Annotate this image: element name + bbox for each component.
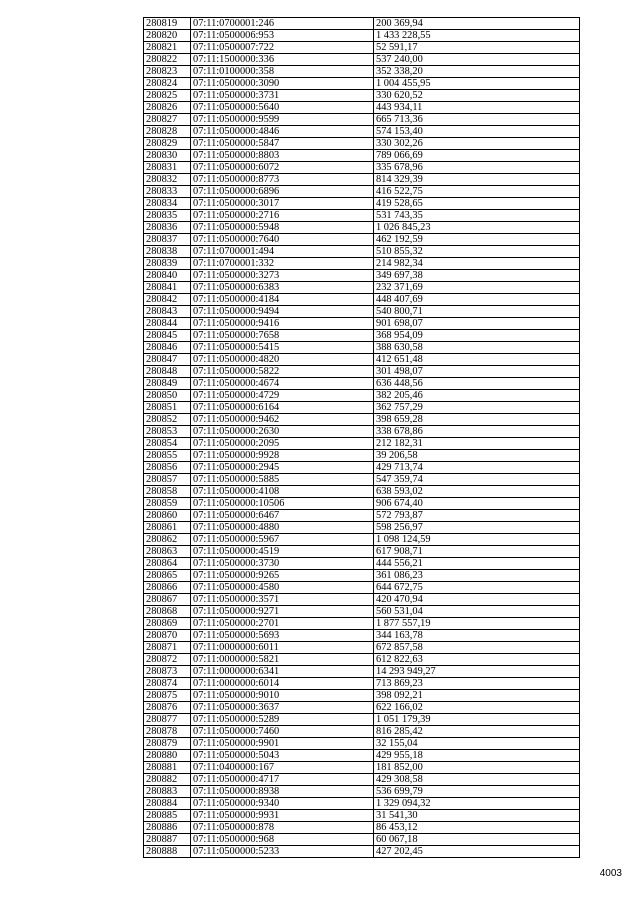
row-number-cell: 280841: [144, 282, 191, 294]
cadastral-number-cell: 07:11:0500000:9599: [191, 114, 374, 126]
table-row: [144, 426, 580, 438]
row-number-cell: 280825: [144, 90, 191, 102]
table-row: [144, 546, 580, 558]
table-row: [144, 318, 580, 330]
table-row: [144, 234, 580, 246]
cadastral-value-cell: 531 743,35: [374, 210, 580, 222]
cadastral-number-cell: 07:11:0500006:953: [191, 30, 374, 42]
table-row: [144, 402, 580, 414]
table-row: [144, 810, 580, 822]
cadastral-value-cell: 636 448,56: [374, 378, 580, 390]
row-number-cell: 280846: [144, 342, 191, 354]
table-row: [144, 270, 580, 282]
table-row: [144, 786, 580, 798]
cadastral-value-cell: 32 155,04: [374, 738, 580, 750]
table-row: [144, 162, 580, 174]
row-number-cell: 280860: [144, 510, 191, 522]
row-number-cell: 280819: [144, 18, 191, 30]
cadastral-value-cell: 52 591,17: [374, 42, 580, 54]
cadastral-value-cell: 901 698,07: [374, 318, 580, 330]
cadastral-value-cell: 429 955,18: [374, 750, 580, 762]
row-number-cell: 280832: [144, 174, 191, 186]
table-row: [144, 558, 580, 570]
row-number-cell: 280879: [144, 738, 191, 750]
cadastral-number-cell: 07:11:0700001:332: [191, 258, 374, 270]
row-number-cell: 280831: [144, 162, 191, 174]
row-number-cell: 280833: [144, 186, 191, 198]
row-number-cell: 280863: [144, 546, 191, 558]
cadastral-value-cell: 906 674,40: [374, 498, 580, 510]
row-number-cell: 280858: [144, 486, 191, 498]
table-row: [144, 462, 580, 474]
row-number-cell: 280821: [144, 42, 191, 54]
cadastral-value-cell: 382 205,46: [374, 390, 580, 402]
table-row: [144, 654, 580, 666]
row-number-cell: 280882: [144, 774, 191, 786]
cadastral-number-cell: 07:11:0500000:6467: [191, 510, 374, 522]
row-number-cell: 280849: [144, 378, 191, 390]
cadastral-number-cell: 07:11:0400000:167: [191, 762, 374, 774]
cadastral-number-cell: 07:11:0500000:2630: [191, 426, 374, 438]
table-row: [144, 114, 580, 126]
cadastral-number-cell: 07:11:0500000:9265: [191, 570, 374, 582]
table-row: [144, 246, 580, 258]
row-number-cell: 280865: [144, 570, 191, 582]
cadastral-value-cell: 361 086,23: [374, 570, 580, 582]
cadastral-value-cell: 412 651,48: [374, 354, 580, 366]
table-body: [144, 18, 580, 858]
row-number-cell: 280822: [144, 54, 191, 66]
cadastral-value-cell: 1 877 557,19: [374, 618, 580, 630]
cadastral-number-cell: 07:11:0500000:3273: [191, 270, 374, 282]
row-number-cell: 280854: [144, 438, 191, 450]
table-row: [144, 330, 580, 342]
cadastral-number-cell: 07:11:0500000:2095: [191, 438, 374, 450]
table-row: [144, 618, 580, 630]
cadastral-number-cell: 07:11:0500000:8803: [191, 150, 374, 162]
cadastral-number-cell: 07:11:0500000:5948: [191, 222, 374, 234]
cadastral-value-cell: 301 498,07: [374, 366, 580, 378]
table-row: [144, 522, 580, 534]
row-number-cell: 280855: [144, 450, 191, 462]
row-number-cell: 280856: [144, 462, 191, 474]
table-row: [144, 798, 580, 810]
row-number-cell: 280868: [144, 606, 191, 618]
row-number-cell: 280870: [144, 630, 191, 642]
cadastral-value-cell: 560 531,04: [374, 606, 580, 618]
table-row: [144, 642, 580, 654]
cadastral-value-cell: 789 066,69: [374, 150, 580, 162]
row-number-cell: 280839: [144, 258, 191, 270]
cadastral-number-cell: 07:11:0500000:5885: [191, 474, 374, 486]
row-number-cell: 280835: [144, 210, 191, 222]
table-row: [144, 582, 580, 594]
table-row: [144, 378, 580, 390]
table-row: [144, 498, 580, 510]
cadastral-value-cell: 181 852,00: [374, 762, 580, 774]
table-row: [144, 174, 580, 186]
table-row: [144, 366, 580, 378]
row-number-cell: 280888: [144, 846, 191, 858]
cadastral-value-cell: 39 206,58: [374, 450, 580, 462]
cadastral-number-cell: 07:11:0000000:5821: [191, 654, 374, 666]
table-row: [144, 354, 580, 366]
table-row: [144, 486, 580, 498]
cadastral-number-cell: 07:11:0500000:2701: [191, 618, 374, 630]
cadastral-value-cell: 429 713,74: [374, 462, 580, 474]
cadastral-number-cell: 07:11:0500000:4184: [191, 294, 374, 306]
cadastral-number-cell: 07:11:0500000:4729: [191, 390, 374, 402]
cadastral-value-cell: 622 166,02: [374, 702, 580, 714]
cadastral-value-cell: 574 153,40: [374, 126, 580, 138]
row-number-cell: 280830: [144, 150, 191, 162]
cadastral-number-cell: 07:11:0500000:7460: [191, 726, 374, 738]
cadastral-number-cell: 07:11:0500000:4108: [191, 486, 374, 498]
table-row: [144, 594, 580, 606]
row-number-cell: 280851: [144, 402, 191, 414]
cadastral-number-cell: 07:11:0500000:4580: [191, 582, 374, 594]
row-number-cell: 280881: [144, 762, 191, 774]
cadastral-value-cell: 510 855,32: [374, 246, 580, 258]
cadastral-value-cell: 444 556,21: [374, 558, 580, 570]
cadastral-number-cell: 07:11:0500000:7640: [191, 234, 374, 246]
row-number-cell: 280852: [144, 414, 191, 426]
row-number-cell: 280887: [144, 834, 191, 846]
cadastral-value-cell: 335 678,96: [374, 162, 580, 174]
table-row: [144, 306, 580, 318]
row-number-cell: 280878: [144, 726, 191, 738]
cadastral-number-cell: 07:11:0500000:9928: [191, 450, 374, 462]
cadastral-number-cell: 07:11:0500000:10506: [191, 498, 374, 510]
table-row: [144, 702, 580, 714]
row-number-cell: 280873: [144, 666, 191, 678]
table-row: [144, 126, 580, 138]
cadastral-number-cell: 07:11:0500000:9416: [191, 318, 374, 330]
row-number-cell: 280875: [144, 690, 191, 702]
cadastral-value-cell: 572 793,87: [374, 510, 580, 522]
cadastral-value-cell: 416 522,75: [374, 186, 580, 198]
cadastral-value-cell: 330 620,52: [374, 90, 580, 102]
cadastral-number-cell: 07:11:0500000:4820: [191, 354, 374, 366]
table-row: [144, 78, 580, 90]
cadastral-number-cell: 07:11:0500000:3090: [191, 78, 374, 90]
cadastral-number-cell: 07:11:0500000:8773: [191, 174, 374, 186]
row-number-cell: 280859: [144, 498, 191, 510]
cadastral-value-cell: 540 800,71: [374, 306, 580, 318]
cadastral-value-cell: 665 713,36: [374, 114, 580, 126]
table-row: [144, 18, 580, 30]
table-row: [144, 570, 580, 582]
cadastral-number-cell: 07:11:0500007:722: [191, 42, 374, 54]
table-row: [144, 294, 580, 306]
row-number-cell: 280883: [144, 786, 191, 798]
cadastral-number-cell: 07:11:0500000:2716: [191, 210, 374, 222]
table-row: [144, 738, 580, 750]
row-number-cell: 280824: [144, 78, 191, 90]
cadastral-number-cell: 07:11:0700001:246: [191, 18, 374, 30]
cadastral-number-cell: 07:11:0500000:3017: [191, 198, 374, 210]
row-number-cell: 280834: [144, 198, 191, 210]
row-number-cell: 280850: [144, 390, 191, 402]
row-number-cell: 280838: [144, 246, 191, 258]
row-number-cell: 280853: [144, 426, 191, 438]
row-number-cell: 280848: [144, 366, 191, 378]
row-number-cell: 280871: [144, 642, 191, 654]
cadastral-value-cell: 1 026 845,23: [374, 222, 580, 234]
table-row: [144, 750, 580, 762]
row-number-cell: 280836: [144, 222, 191, 234]
table-row: [144, 186, 580, 198]
cadastral-value-cell: 429 308,58: [374, 774, 580, 786]
table-row: [144, 834, 580, 846]
cadastral-value-cell: 547 359,74: [374, 474, 580, 486]
cadastral-number-cell: 07:11:0000000:6014: [191, 678, 374, 690]
cadastral-value-cell: 14 293 949,27: [374, 666, 580, 678]
row-number-cell: 280842: [144, 294, 191, 306]
table-row: [144, 342, 580, 354]
cadastral-number-cell: 07:11:0500000:4674: [191, 378, 374, 390]
row-number-cell: 280877: [144, 714, 191, 726]
cadastral-value-cell: 344 163,78: [374, 630, 580, 642]
row-number-cell: 280837: [144, 234, 191, 246]
row-number-cell: 280820: [144, 30, 191, 42]
cadastral-value-cell: 644 672,75: [374, 582, 580, 594]
table-row: [144, 30, 580, 42]
cadastral-value-cell: 638 593,02: [374, 486, 580, 498]
row-number-cell: 280826: [144, 102, 191, 114]
cadastral-number-cell: 07:11:0500000:968: [191, 834, 374, 846]
cadastral-number-cell: 07:11:0500000:8938: [191, 786, 374, 798]
table-row: [144, 774, 580, 786]
cadastral-number-cell: 07:11:0500000:4846: [191, 126, 374, 138]
cadastral-number-cell: 07:11:0500000:878: [191, 822, 374, 834]
cadastral-number-cell: 07:11:0500000:2945: [191, 462, 374, 474]
cadastral-value-cell: 200 369,94: [374, 18, 580, 30]
table-row: [144, 42, 580, 54]
cadastral-value-cell: 212 182,31: [374, 438, 580, 450]
table-row: [144, 666, 580, 678]
row-number-cell: 280880: [144, 750, 191, 762]
cadastral-number-cell: 07:11:0500000:7658: [191, 330, 374, 342]
cadastral-number-cell: 07:11:0500000:9494: [191, 306, 374, 318]
cadastral-number-cell: 07:11:0000000:6341: [191, 666, 374, 678]
cadastral-number-cell: 07:11:1500000:336: [191, 54, 374, 66]
cadastral-value-cell: 398 092,21: [374, 690, 580, 702]
row-number-cell: 280840: [144, 270, 191, 282]
cadastral-number-cell: 07:11:0000000:6011: [191, 642, 374, 654]
table-row: [144, 54, 580, 66]
cadastral-number-cell: 07:11:0500000:5967: [191, 534, 374, 546]
cadastral-value-cell: 448 407,69: [374, 294, 580, 306]
cadastral-number-cell: 07:11:0500000:3730: [191, 558, 374, 570]
row-number-cell: 280884: [144, 798, 191, 810]
row-number-cell: 280872: [144, 654, 191, 666]
table-row: [144, 630, 580, 642]
table-row: [144, 390, 580, 402]
cadastral-number-cell: 07:11:0500000:3637: [191, 702, 374, 714]
table-row: [144, 222, 580, 234]
row-number-cell: 280827: [144, 114, 191, 126]
cadastral-value-cell: 1 433 228,55: [374, 30, 580, 42]
row-number-cell: 280869: [144, 618, 191, 630]
table-row: [144, 150, 580, 162]
cadastral-value-cell: 612 822,63: [374, 654, 580, 666]
row-number-cell: 280843: [144, 306, 191, 318]
cadastral-value-cell: 60 067,18: [374, 834, 580, 846]
cadastral-number-cell: 07:11:0100000:358: [191, 66, 374, 78]
cadastral-number-cell: 07:11:0500000:9340: [191, 798, 374, 810]
row-number-cell: 280867: [144, 594, 191, 606]
cadastral-number-cell: 07:11:0500000:5640: [191, 102, 374, 114]
cadastral-value-cell: 713 869,23: [374, 678, 580, 690]
cadastral-number-cell: 07:11:0500000:5415: [191, 342, 374, 354]
table-row: [144, 66, 580, 78]
table-row: [144, 534, 580, 546]
cadastral-value-cell: 427 202,45: [374, 846, 580, 858]
cadastral-value-cell: 232 371,69: [374, 282, 580, 294]
cadastral-value-cell: 420 470,94: [374, 594, 580, 606]
cadastral-value-cell: 536 699,79: [374, 786, 580, 798]
cadastral-value-cell: 672 857,58: [374, 642, 580, 654]
cadastral-number-cell: 07:11:0500000:5289: [191, 714, 374, 726]
cadastral-number-cell: 07:11:0500000:3571: [191, 594, 374, 606]
cadastral-number-cell: 07:11:0500000:5822: [191, 366, 374, 378]
row-number-cell: 280886: [144, 822, 191, 834]
cadastral-value-cell: 1 329 094,32: [374, 798, 580, 810]
cadastral-value-cell: 617 908,71: [374, 546, 580, 558]
table-row: [144, 762, 580, 774]
cadastral-value-cell: 1 051 179,39: [374, 714, 580, 726]
table-row: [144, 282, 580, 294]
cadastral-value-cell: 352 338,20: [374, 66, 580, 78]
cadastral-value-cell: 1 004 455,95: [374, 78, 580, 90]
cadastral-number-cell: 07:11:0500000:6164: [191, 402, 374, 414]
table-row: [144, 102, 580, 114]
cadastral-number-cell: 07:11:0500000:6383: [191, 282, 374, 294]
cadastral-number-cell: 07:11:0700001:494: [191, 246, 374, 258]
cadastral-value-cell: 462 192,59: [374, 234, 580, 246]
cadastral-value-cell: 362 757,29: [374, 402, 580, 414]
cadastral-value-cell: 388 630,58: [374, 342, 580, 354]
row-number-cell: 280862: [144, 534, 191, 546]
cadastral-value-cell: 368 954,09: [374, 330, 580, 342]
table-row: [144, 690, 580, 702]
cadastral-value-table: [143, 17, 580, 858]
cadastral-number-cell: 07:11:0500000:5693: [191, 630, 374, 642]
cadastral-number-cell: 07:11:0500000:9271: [191, 606, 374, 618]
cadastral-value-cell: 1 098 124,59: [374, 534, 580, 546]
row-number-cell: 280844: [144, 318, 191, 330]
table-row: [144, 210, 580, 222]
row-number-cell: 280845: [144, 330, 191, 342]
row-number-cell: 280861: [144, 522, 191, 534]
table-row: [144, 90, 580, 102]
table-row: [144, 198, 580, 210]
row-number-cell: 280866: [144, 582, 191, 594]
table-row: [144, 438, 580, 450]
cadastral-number-cell: 07:11:0500000:9901: [191, 738, 374, 750]
cadastral-value-cell: 338 678,86: [374, 426, 580, 438]
cadastral-value-cell: 816 285,42: [374, 726, 580, 738]
row-number-cell: 280857: [144, 474, 191, 486]
table-row: [144, 138, 580, 150]
cadastral-value-cell: 537 240,00: [374, 54, 580, 66]
row-number-cell: 280885: [144, 810, 191, 822]
cadastral-number-cell: 07:11:0500000:6896: [191, 186, 374, 198]
cadastral-value-cell: 443 934,11: [374, 102, 580, 114]
table-row: [144, 678, 580, 690]
cadastral-value-cell: 598 256,97: [374, 522, 580, 534]
cadastral-value-cell: 349 697,38: [374, 270, 580, 282]
cadastral-value-cell: 214 982,34: [374, 258, 580, 270]
table-row: [144, 822, 580, 834]
cadastral-number-cell: 07:11:0500000:5847: [191, 138, 374, 150]
cadastral-number-cell: 07:11:0500000:4519: [191, 546, 374, 558]
cadastral-value-cell: 86 453,12: [374, 822, 580, 834]
table-row: [144, 726, 580, 738]
row-number-cell: 280823: [144, 66, 191, 78]
cadastral-value-cell: 398 659,28: [374, 414, 580, 426]
page-number: 4003: [599, 868, 622, 879]
row-number-cell: 280828: [144, 126, 191, 138]
row-number-cell: 280874: [144, 678, 191, 690]
row-number-cell: 280876: [144, 702, 191, 714]
table-row: [144, 414, 580, 426]
cadastral-value-cell: 31 541,30: [374, 810, 580, 822]
table-row: [144, 258, 580, 270]
cadastral-number-cell: 07:11:0500000:5233: [191, 846, 374, 858]
table-row: [144, 606, 580, 618]
table-row: [144, 714, 580, 726]
cadastral-number-cell: 07:11:0500000:9462: [191, 414, 374, 426]
cadastral-number-cell: 07:11:0500000:6072: [191, 162, 374, 174]
cadastral-number-cell: 07:11:0500000:5043: [191, 750, 374, 762]
table-row: [144, 450, 580, 462]
row-number-cell: 280864: [144, 558, 191, 570]
cadastral-number-cell: 07:11:0500000:9931: [191, 810, 374, 822]
table-row: [144, 510, 580, 522]
table-row: [144, 474, 580, 486]
cadastral-number-cell: 07:11:0500000:9010: [191, 690, 374, 702]
cadastral-value-cell: 814 329,39: [374, 174, 580, 186]
row-number-cell: 280829: [144, 138, 191, 150]
table-row: [144, 846, 580, 858]
row-number-cell: 280847: [144, 354, 191, 366]
cadastral-value-cell: 419 528,65: [374, 198, 580, 210]
cadastral-number-cell: 07:11:0500000:4717: [191, 774, 374, 786]
cadastral-number-cell: 07:11:0500000:4880: [191, 522, 374, 534]
cadastral-value-cell: 330 302,26: [374, 138, 580, 150]
cadastral-number-cell: 07:11:0500000:3731: [191, 90, 374, 102]
